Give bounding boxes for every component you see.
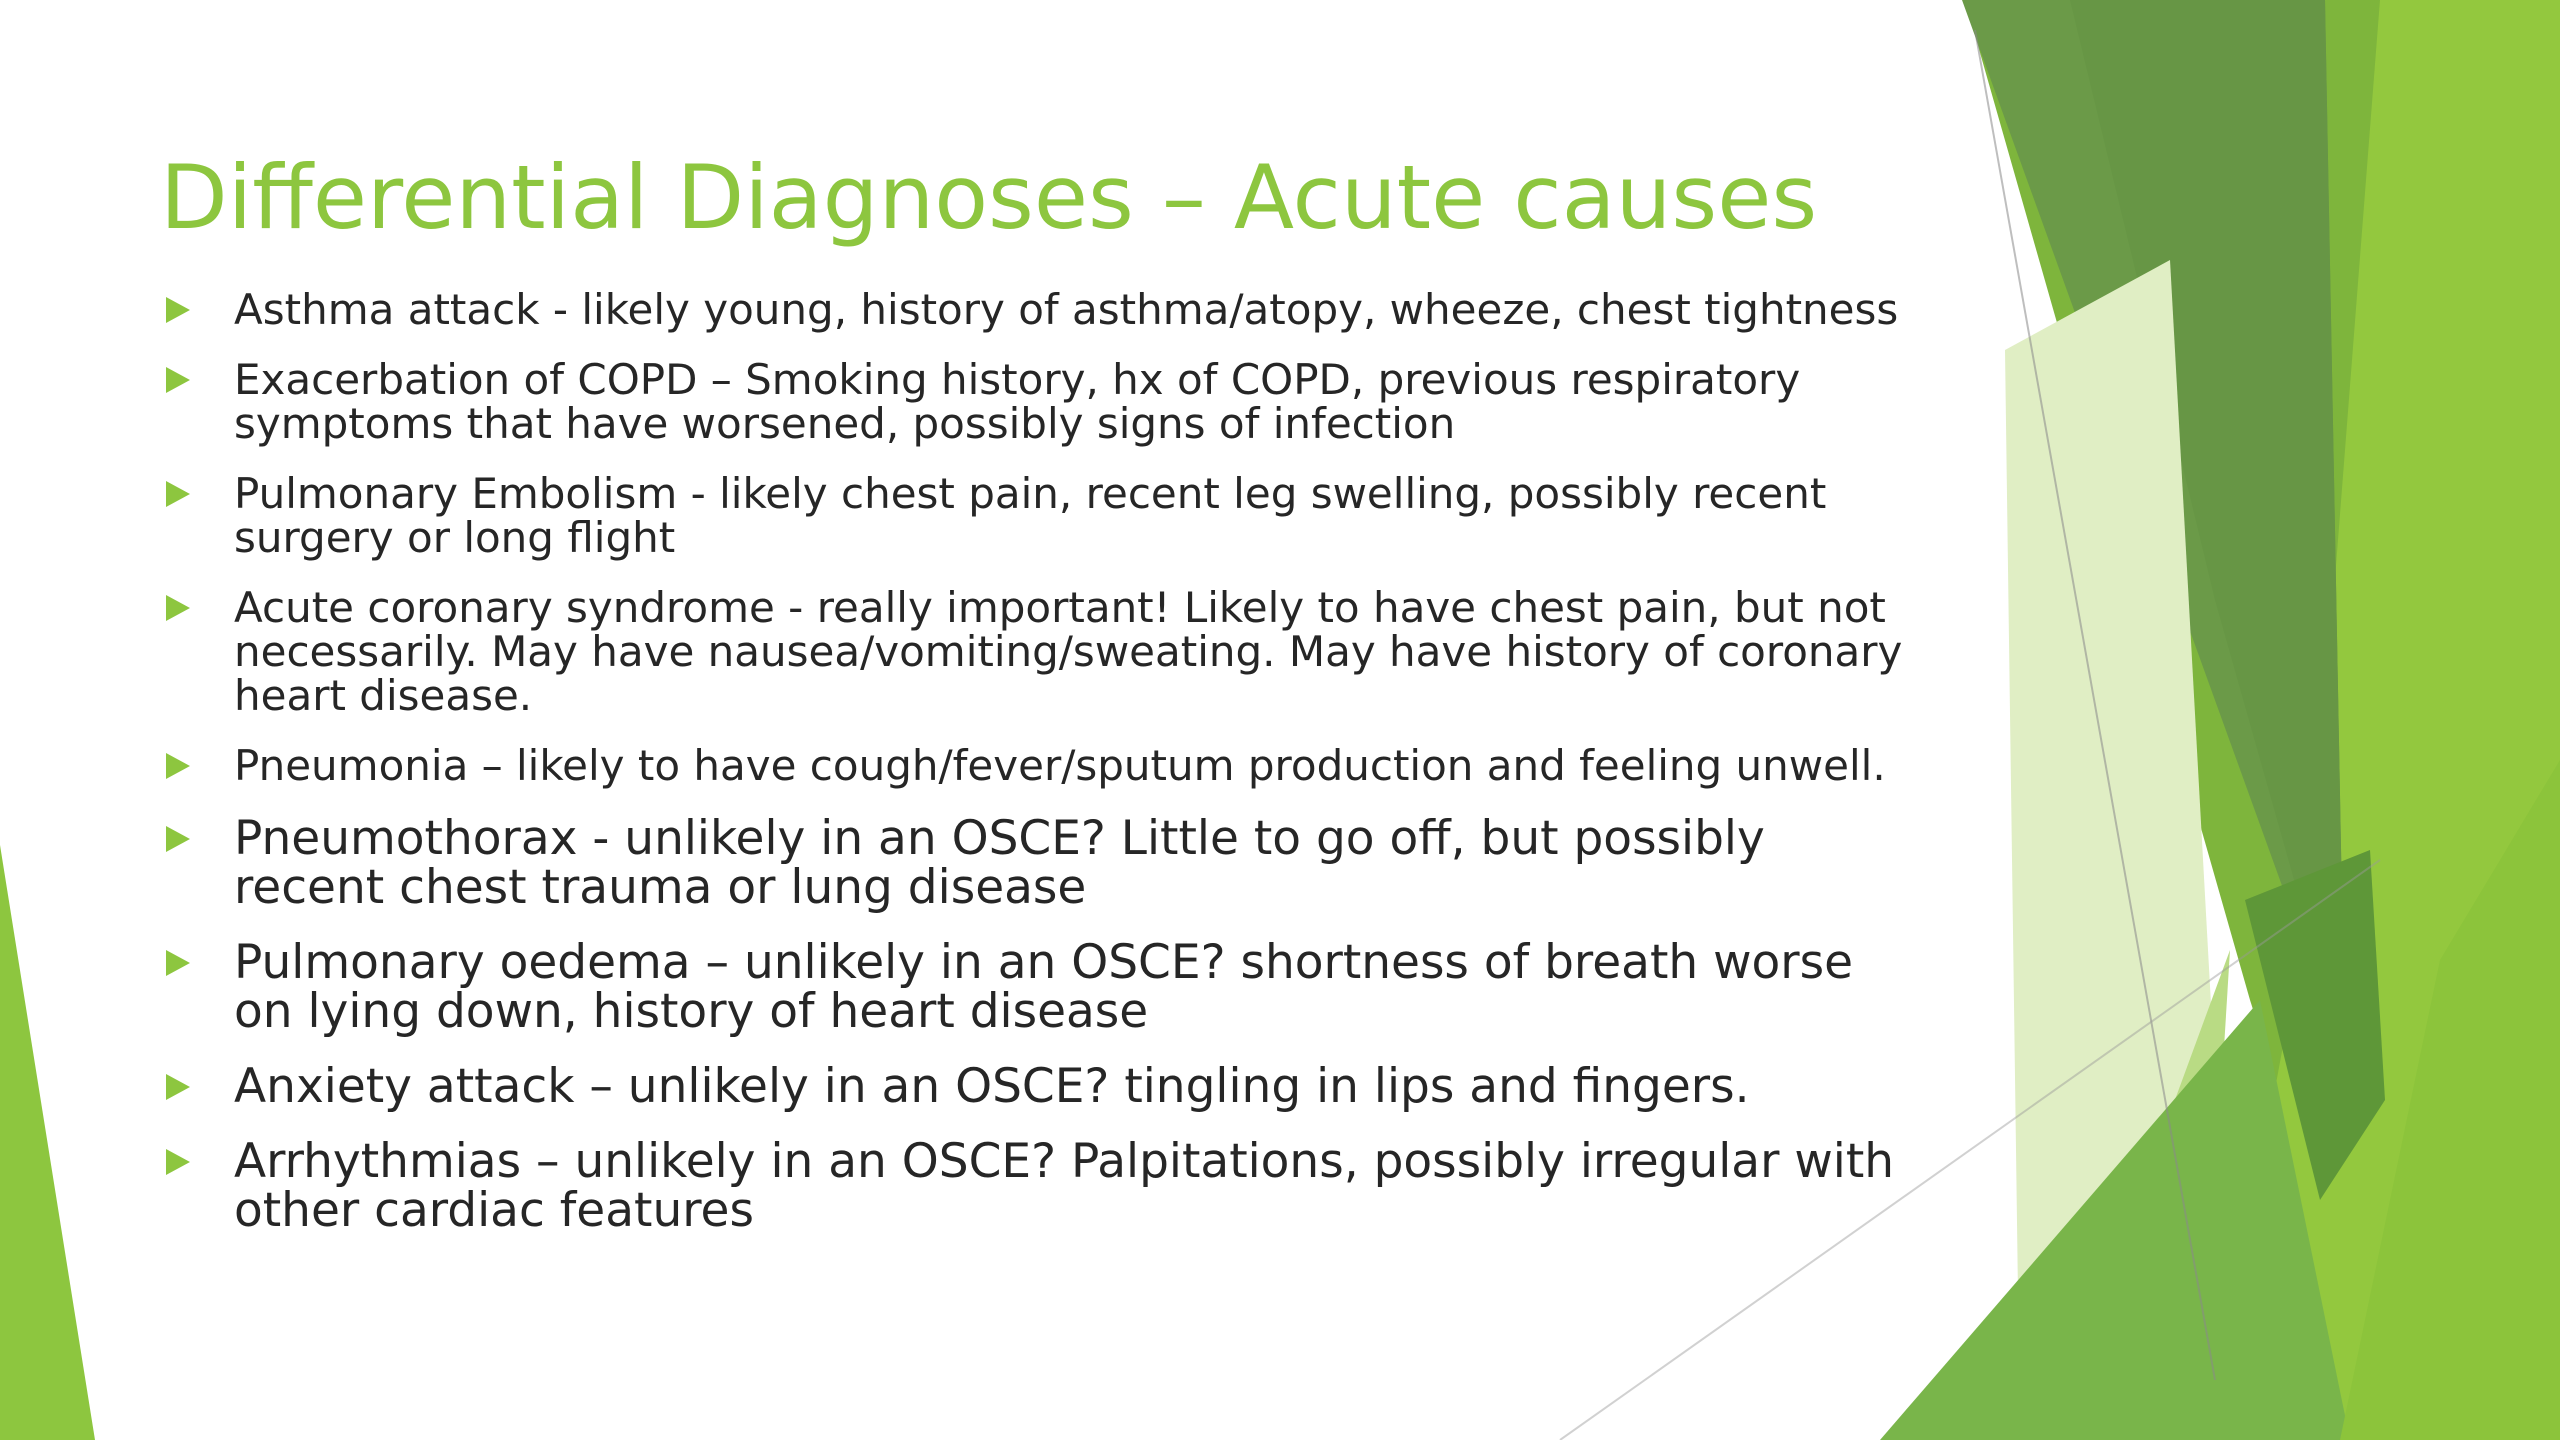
bullet-arrow-icon <box>166 1074 190 1100</box>
slide-title: Differential Diagnoses – Acute causes <box>160 146 1818 249</box>
bullet-arrow-icon <box>166 297 190 323</box>
bullet-text: Pulmonary oedema – unlikely in an OSCE? shortness of breath worse on lying down, history of heart disease <box>234 935 1854 1039</box>
bullet-arrow-icon <box>166 481 190 507</box>
bullet-arrow-icon <box>166 826 190 852</box>
bullet-item <box>160 355 1920 448</box>
bullet-item <box>160 741 1920 790</box>
bullet-text: Acute coronary syndrome - really important! Likely to have chest pain, but not necessarily. May have nausea/vomiting/sweating. May have history of coronary heart disease. <box>234 583 1903 720</box>
bullet-text: Pneumothorax - unlikely in an OSCE? Little to go off, but possibly recent chest trauma or lung disease <box>234 811 1765 915</box>
bullet-arrow-icon <box>166 595 190 621</box>
bullet-item <box>160 1059 1920 1114</box>
bullet-item <box>160 935 1920 1039</box>
bullet-arrow-icon <box>166 1149 190 1175</box>
bullet-list <box>160 285 1920 1261</box>
bullet-text: Anxiety attack – unlikely in an OSCE? tingling in lips and fingers. <box>234 1059 1750 1114</box>
bullet-arrow-icon <box>166 367 190 393</box>
left-green-sliver <box>0 845 95 1440</box>
bullet-text: Arrhythmias – unlikely in an OSCE? Palpitations, possibly irregular with other cardiac features <box>234 1134 1895 1238</box>
bullet-item <box>160 583 1920 720</box>
bullet-item <box>160 469 1920 562</box>
bullet-item <box>160 285 1920 334</box>
bullet-item <box>160 811 1920 915</box>
bullet-text: Pneumonia – likely to have cough/fever/sputum production and feeling unwell. <box>234 741 1886 790</box>
bullet-arrow-icon <box>166 950 190 976</box>
bullet-arrow-icon <box>166 753 190 779</box>
bullet-text: Exacerbation of COPD – Smoking history, hx of COPD, previous respiratory symptoms that have worsened, possibly signs of infection <box>234 355 1801 448</box>
bullet-item <box>160 1134 1920 1238</box>
bullet-text: Asthma attack - likely young, history of asthma/atopy, wheeze, chest tightness <box>234 285 1899 334</box>
bullet-text: Pulmonary Embolism - likely chest pain, recent leg swelling, possibly recent surgery or long flight <box>234 469 1827 562</box>
